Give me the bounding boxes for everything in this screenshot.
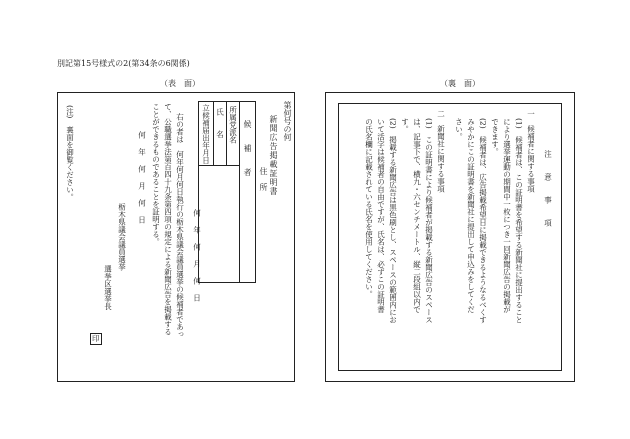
section-2-item-1-line-1: (1) この証明書により候補者が掲載する新聞広告のスペース <box>424 118 434 324</box>
section-1-item-1-line-3: できます。 <box>490 118 500 156</box>
address-label: 住 所 <box>259 167 268 191</box>
filed-date-value: 何 年 何 月 何 日 <box>192 209 202 303</box>
section-1-item-2-line-3: さい。 <box>454 118 464 141</box>
election-commission: 栃木県議会議員選挙 <box>117 203 127 271</box>
section-1-item-2-line-1: (2) 候補者は、広告掲載希望日に掲載できるようなるべくす <box>478 118 488 324</box>
section-1-item-1-line-2: により選挙運動の期間中一枚につき一回新聞広告の掲載が <box>502 118 512 313</box>
body-line-3: ことができるものであることを証明する。 <box>151 103 161 246</box>
section-1-item-2-line-2: みやかにこの証明書を新聞社に提出して申込みをしてくだ <box>466 118 476 313</box>
certificate-title: 新聞広告掲載証明書 <box>269 115 278 196</box>
body-line-2: て、公職選挙法第百四十九条第四項の規定による新聞広告を掲載する <box>163 103 173 336</box>
section-2-item-1-line-3: す。 <box>400 118 410 133</box>
election-chief: 選挙区選挙長 <box>103 265 113 310</box>
section-2-item-1-line-2: は、記事下で、横九・六センチメートル、縦二段組以内で <box>412 118 422 313</box>
front-caption: （表 面） <box>160 79 200 88</box>
section-1-heading: 一 候補者に関する事項 <box>526 110 536 193</box>
issue-date: 何 年 何 月 何 日 <box>137 131 147 225</box>
candidate-header: 候 補 者 <box>243 120 252 180</box>
reverse-note: (注) 裏面を御覧ください。 <box>65 105 75 201</box>
candidate-table <box>198 101 256 283</box>
name-label: 氏 名 <box>215 108 225 138</box>
back-caption: （裏 面） <box>440 79 480 88</box>
form-label: 別記第15号様式の2(第34条の6関係) <box>57 59 190 68</box>
certificate-number: 第何号の何 <box>283 101 292 141</box>
section-2-item-2-line-1: (2) 掲載する新聞広告は黒色刷とし、スペースの範囲内にお <box>388 118 398 324</box>
official-seal: 印 <box>92 334 100 343</box>
body-line-1: 右の者は 何年何月何日執行の栃木県議会議員選挙の候補者であっ <box>175 113 185 338</box>
notes-title: 注 意 事 項 <box>543 150 553 231</box>
party-label: 所属党派名 <box>228 106 238 144</box>
front-panel <box>57 92 295 382</box>
section-2-item-2-line-2: いて活字は候補者の自由ですが、氏名は、必ずこの証明書 <box>376 118 386 313</box>
filed-label: 立候補届出年月日 <box>201 104 211 164</box>
section-1-item-1-line-1: (1) 候補者は、この証明書を希望する新聞社に提出すること <box>514 118 524 324</box>
notes-frame <box>338 103 562 371</box>
section-2-heading: 二 新聞社に関する事項 <box>436 110 446 193</box>
back-panel <box>325 92 575 382</box>
section-2-item-2-line-3: の氏名欄に記載されている氏名を使用してください。 <box>364 118 374 298</box>
